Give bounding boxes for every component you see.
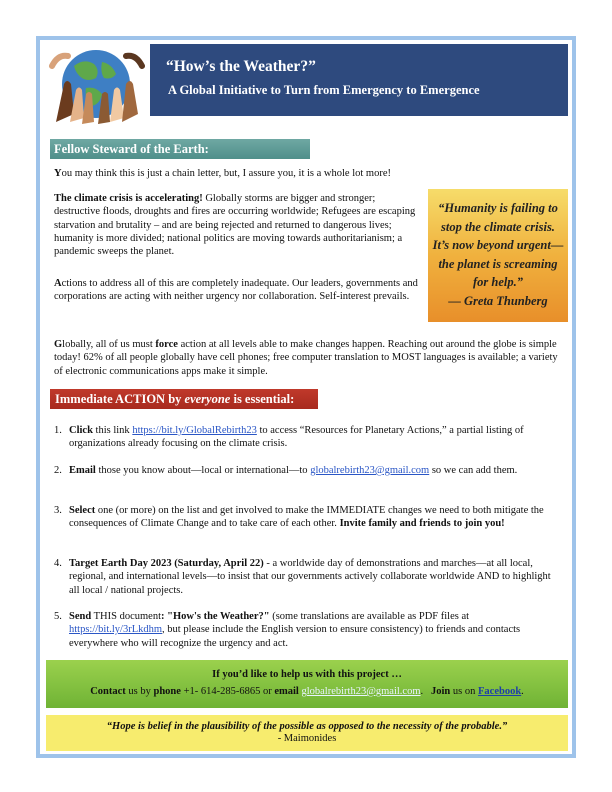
phone-text: +1- 614-285-6865 or	[180, 686, 275, 697]
globe-hands-icon	[46, 44, 148, 124]
list-item	[54, 610, 562, 650]
translations-link[interactable]: https://bit.ly/3rLkdhm	[69, 624, 163, 636]
contact-email-link[interactable]: globalrebirth23@gmail.com	[301, 686, 421, 697]
list-number: 4.	[54, 558, 62, 569]
item-bold: Select	[69, 505, 96, 516]
globally-text-2: action at all levels able to make changes happen. Reaching out around the globe is simple today! 62% of all people globally have cell phones; free computer translation to MOST languages is available; a variety of electronic communications apps make it simple.	[54, 339, 558, 377]
crisis-bold: The climate crisis is accelerating!	[54, 193, 203, 204]
email-link[interactable]: globalrebirth23@gmail.com	[310, 465, 430, 476]
item-text-2: so we can add them.	[429, 465, 518, 476]
item-text-2: (some translations are available as PDF files at	[269, 611, 470, 622]
item-bold: Target Earth Day 2023 (Saturday, April 22)	[69, 558, 264, 569]
action-header	[50, 389, 318, 409]
intro-text: ou may think this is just a chain letter, but, I assure you, it is a whole lot more!	[61, 168, 391, 179]
quote-author: — Greta Thunberg	[448, 293, 548, 308]
contact-line: Contact us by phone +1- 614-285-6865 or email globalrebirth23@gmail.com. Join us on Facebook.	[90, 686, 524, 697]
globally-paragraph	[54, 338, 564, 378]
actions-text: ctions to address all of this are completely inadequate. Our leaders, governments and corporations are acting with neither urgency nor collaboration. Self-interest prevails.	[54, 278, 418, 303]
page-frame	[36, 36, 576, 758]
item-bold-2: Invite family and friends to join you!	[339, 518, 505, 530]
contact-text: us by	[125, 686, 154, 697]
greeting-header: Fellow Steward of the Earth:	[50, 139, 310, 159]
footer-quote-author: - Maimonides	[277, 733, 337, 744]
crisis-paragraph	[54, 192, 420, 258]
page-subtitle: A Global Initiative to Turn from Emergency to Emergence	[168, 83, 480, 97]
intro-paragraph	[54, 167, 564, 180]
list-item	[54, 464, 562, 477]
list-item	[54, 504, 562, 531]
quote-line: for help.”	[473, 275, 523, 290]
quote-line: “Humanity is failing to	[438, 201, 558, 215]
item-bold: Email	[69, 465, 96, 476]
drop-letter: Y	[54, 168, 62, 179]
page-title: “How’s the Weather?”	[166, 58, 316, 75]
item-text-3: , but please include the English version to ensure consistency) to friends and contacts everywhere who will recognize the urgency and act.	[69, 624, 521, 649]
quote-line: It’s now beyond urgent—	[432, 238, 564, 253]
list-number: 3.	[54, 505, 62, 516]
item-text-2: to access “Resources for Planetary Actions,” a partial listing of organizations already focusing on the climate crisis.	[69, 425, 524, 450]
crisis-text: Globally storms are bigger and stronger; destructive floods, droughts and fires are occurring worldwide; Refugees are escaping starvation and brutality – and are being rejected and returned to dangerous lives; humanity is more divided; national politics are moving towards authoritarianism; a pandemic sweeps the planet.	[54, 193, 416, 258]
list-item	[54, 424, 562, 451]
help-box	[46, 660, 568, 708]
item-text: those you know about—local or international—to	[95, 465, 311, 476]
list-number: 2.	[54, 465, 62, 476]
list-number: 1.	[54, 425, 62, 436]
quote-line: stop the climate crisis.	[441, 219, 555, 234]
item-text: - a worldwide day of demonstrations and marches—at all local, regional, and international levels—to insist that our governments actively collaborate worldwide AND to highlight all local / national projects.	[69, 558, 551, 596]
action-header-emph: everyone	[184, 392, 231, 406]
actions-paragraph	[54, 277, 420, 304]
item-bold-2: : "How's the Weather?"	[161, 611, 270, 622]
title-banner	[150, 44, 568, 116]
drop-letter: A	[54, 278, 62, 289]
footer-quote-box	[46, 715, 568, 751]
item-text: this link	[92, 425, 133, 436]
header	[46, 44, 568, 124]
join-bold: Join	[431, 686, 451, 697]
contact-bold: Contact	[90, 686, 126, 697]
quote-line: the planet is screaming	[438, 256, 558, 271]
force-bold: force	[155, 339, 178, 350]
item-text: THIS document	[91, 611, 161, 622]
join-text: us on	[450, 686, 478, 697]
facebook-link[interactable]: Facebook	[478, 686, 522, 697]
action-header-text: Immediate ACTION by	[55, 392, 185, 406]
footer-quote: “Hope is belief in the plausibility of the possible as opposed to the necessity of the probable.”	[106, 721, 508, 732]
list-number: 5.	[54, 611, 62, 622]
list-item	[54, 557, 562, 597]
phone-bold: phone	[153, 686, 181, 697]
item-text: one (or more) on the list and get involved to make the IMMEDIATE changes we need to both mitigate the consequences of Climate Change and to take care of each other.	[69, 505, 544, 530]
resources-link[interactable]: https://bit.ly/GlobalRebirth23	[132, 425, 257, 436]
email-bold: email	[274, 686, 299, 697]
action-header-text-2: is essential:	[230, 392, 295, 406]
help-heading: If you’d like to help us with this project …	[212, 669, 402, 680]
globally-text: lobally, all of us must	[62, 339, 156, 350]
greta-quote-box	[428, 189, 568, 322]
drop-letter: G	[54, 339, 63, 350]
item-bold: Click	[69, 425, 93, 436]
item-bold: Send	[69, 611, 92, 622]
